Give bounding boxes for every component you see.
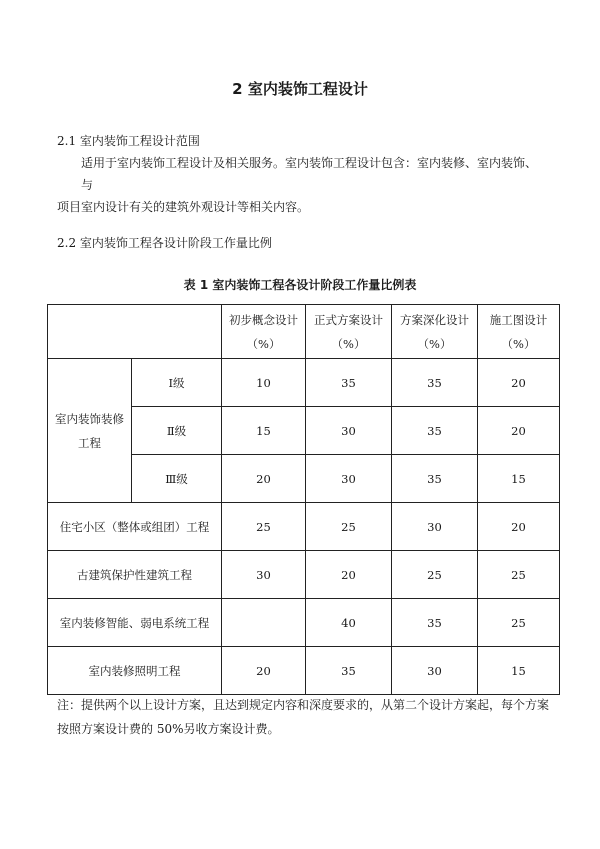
- scope-paragraph: [57, 152, 547, 218]
- value-cell: 30: [392, 647, 478, 695]
- value-cell: 20: [306, 551, 392, 599]
- value-cell: 25: [222, 503, 306, 551]
- header-unit: （%）: [246, 336, 281, 351]
- value-cell: 20: [222, 647, 306, 695]
- note-line-2: 按照方案设计费的 50%另收方案设计费。: [57, 722, 280, 736]
- row-label-cell: 室内装修智能、弱电系统工程: [48, 599, 222, 647]
- value-cell: 15: [222, 407, 306, 455]
- section-heading-scope: 2.1 室内装饰工程设计范围: [57, 134, 200, 148]
- value-cell: 15: [478, 455, 560, 503]
- value-cell: 40: [306, 599, 392, 647]
- value-cell: 25: [478, 599, 560, 647]
- header-name: 正式方案设计: [314, 312, 383, 327]
- header-unit: （%）: [331, 336, 366, 351]
- table-row: [48, 599, 560, 647]
- section-heading-ratio: 2.2 室内装饰工程各设计阶段工作量比例: [57, 236, 272, 250]
- header-cell: [478, 305, 560, 359]
- table-row: [48, 551, 560, 599]
- scope-line-2: 项目室内设计有关的建筑外观设计等相关内容。: [57, 200, 310, 214]
- value-cell: 20: [478, 407, 560, 455]
- value-cell: 35: [306, 359, 392, 407]
- value-cell: 30: [222, 551, 306, 599]
- value-cell: 25: [478, 551, 560, 599]
- value-cell: 30: [306, 407, 392, 455]
- value-cell: 35: [392, 359, 478, 407]
- value-cell: 20: [478, 503, 560, 551]
- header-unit: （%）: [417, 336, 452, 351]
- row-label-cell: 住宅小区（整体或组团）工程: [48, 503, 222, 551]
- value-cell: 25: [392, 551, 478, 599]
- table-row: [48, 503, 560, 551]
- value-cell: 20: [478, 359, 560, 407]
- table-row: [48, 647, 560, 695]
- value-cell: 30: [392, 503, 478, 551]
- header-name: 初步概念设计: [229, 312, 298, 327]
- header-corner-cell: [48, 305, 222, 359]
- row-label-cell: 古建筑保护性建筑工程: [48, 551, 222, 599]
- group-label-cell: 室内装饰装修工程: [48, 359, 132, 503]
- value-cell: 15: [478, 647, 560, 695]
- table-header-row: [48, 305, 560, 359]
- level-cell: Ⅲ级: [132, 455, 222, 503]
- level-cell: Ⅱ级: [132, 407, 222, 455]
- value-cell: 35: [392, 455, 478, 503]
- value-cell: 25: [306, 503, 392, 551]
- header-cell: [306, 305, 392, 359]
- workload-ratio-table: [47, 304, 560, 695]
- page-title: 2 室内装饰工程设计: [232, 80, 368, 98]
- value-cell: 35: [392, 407, 478, 455]
- value-cell: 30: [306, 455, 392, 503]
- value-cell: 10: [222, 359, 306, 407]
- header-cell: [222, 305, 306, 359]
- value-cell: 35: [306, 647, 392, 695]
- scope-line-1: 适用于室内装饰工程设计及相关服务。室内装饰工程设计包含：室内装修、室内装饰、与: [81, 156, 538, 192]
- header-unit: （%）: [501, 336, 536, 351]
- table-note: [57, 693, 557, 741]
- value-cell: 20: [222, 455, 306, 503]
- header-cell: [392, 305, 478, 359]
- table-caption: 表 1 室内装饰工程各设计阶段工作量比例表: [183, 278, 417, 292]
- level-cell: Ⅰ级: [132, 359, 222, 407]
- value-cell: [222, 599, 306, 647]
- header-name: 施工图设计: [489, 312, 548, 327]
- table-row: [48, 359, 560, 407]
- row-label-cell: 室内装修照明工程: [48, 647, 222, 695]
- note-line-1: 注：提供两个以上设计方案，且达到规定内容和深度要求的，从第二个设计方案起，每个方案: [57, 698, 550, 712]
- value-cell: 35: [392, 599, 478, 647]
- header-name: 方案深化设计: [400, 312, 469, 327]
